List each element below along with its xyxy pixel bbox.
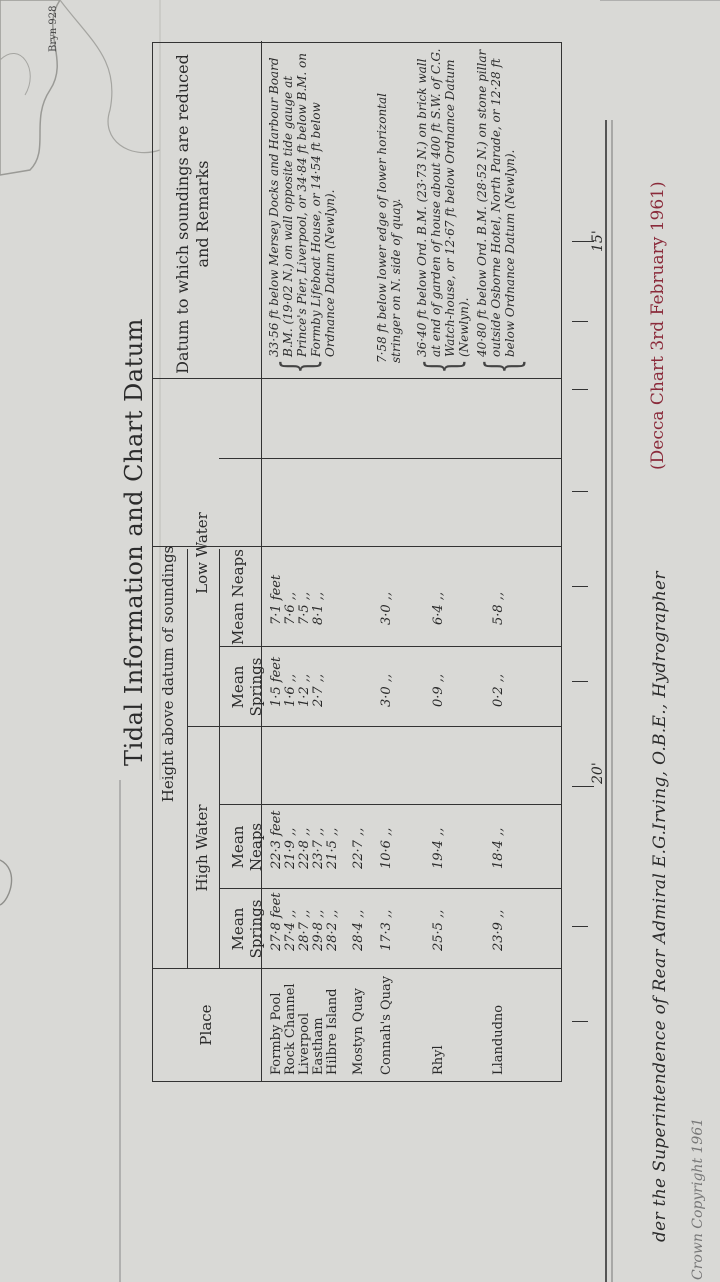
header-low-water: Low Water [193, 512, 211, 594]
lw-neaps-cell: 7·6 ,, [283, 591, 298, 625]
hw-neaps-cell: 22·8 ,, [297, 827, 312, 869]
corner-label: Bryn 928 [48, 5, 59, 52]
col-divider [219, 888, 561, 889]
lw-neaps-cell: 6·4 ,, [431, 591, 446, 625]
brace: { [415, 359, 469, 374]
row-divider [187, 549, 188, 969]
header-lw-neaps: Mean Neaps [229, 549, 247, 645]
scale-tick [572, 491, 588, 492]
hw-springs-cell: 28·4 ,, [351, 909, 366, 951]
place-cell: Llandudno [491, 1004, 506, 1075]
hw-springs-cell: 17·3 ,, [379, 909, 394, 951]
lw-springs-cell: 0·9 ,, [431, 673, 446, 707]
col-divider [153, 378, 561, 379]
header-hw-neaps: Mean Neaps [229, 822, 265, 872]
hw-neaps-cell: 23·7 ,, [311, 827, 326, 869]
scale-label-left: 20' [590, 762, 606, 784]
hw-neaps-cell: 21·9 ,, [283, 827, 298, 869]
scale-label-right: 15' [590, 230, 606, 252]
col-divider [219, 458, 561, 459]
hw-springs-cell: 29·8 ,, [311, 909, 326, 951]
hw-springs-cell: 27·8 feet [269, 892, 284, 951]
header-lw-springs: Mean Springs [229, 657, 265, 717]
hw-springs-cell: 28·2 ,, [325, 909, 340, 951]
header-height: Height above datum of soundings [159, 545, 177, 803]
scale-tick [572, 321, 588, 322]
hw-neaps-cell: 22·7 ,, [351, 827, 366, 869]
hw-neaps-cell: 18·4 ,, [491, 827, 506, 869]
header-hw-springs: Mean Springs [229, 899, 265, 959]
tidal-table [152, 42, 562, 1082]
lw-neaps-cell: 3·0 ,, [379, 591, 394, 625]
header-datum: Datum to which soundings are reduced and Remarks [173, 54, 212, 374]
scale-tick [572, 1021, 588, 1022]
place-cell: Eastham [311, 1017, 326, 1075]
lw-springs-cell: 0·2 ,, [491, 673, 506, 707]
remark-cell: 7·58 ft below lower edge of lower horizontal stringer on N. side of quay. [375, 93, 403, 363]
remark-cell: 40·80 ft below Ord. B.M. (28·52 N.) on stone pillar outside Osborne Hotel, North Parade, or 12·28 ft below Ordnance Datum (Newlyn). [475, 49, 517, 357]
row-divider [219, 549, 220, 969]
scale-tick [572, 926, 588, 927]
place-cell: Liverpool [297, 1012, 312, 1075]
scale-tick [572, 681, 588, 682]
latitude-scale-bar [572, 0, 600, 1282]
lw-springs-cell: 1·5 feet [269, 656, 284, 707]
brace: { [475, 359, 529, 374]
lw-neaps-cell: 7·1 feet [269, 574, 284, 625]
hw-springs-cell: 23·9 ,, [491, 909, 506, 951]
hw-neaps-cell: 22·3 feet [269, 810, 284, 869]
header-place: Place [197, 1004, 215, 1046]
hydrographer-credit: der the Superintendence of Rear Admiral E.G.Irving, O.B.E., Hydrographer [650, 571, 670, 1242]
hw-neaps-cell: 19·4 ,, [431, 827, 446, 869]
scale-tick [572, 586, 588, 587]
hw-neaps-cell: 10·6 ,, [379, 827, 394, 869]
place-cell: Hilbre Island [325, 988, 340, 1075]
header-high-water: High Water [193, 804, 211, 892]
col-divider [219, 804, 561, 805]
lw-springs-cell: 2·7 ,, [311, 673, 326, 707]
remark-cell: 36·40 ft below Ord. B.M. (23·73 N.) on brick wall at end of garden of house about 400 ft S.W. of C.G. Watch-house, or 12·67 ft below Ordnance Datum (Newlyn). [415, 48, 471, 357]
place-cell: Connah's Quay [379, 975, 394, 1075]
crown-copyright: Crown Copyright 1961 [690, 1117, 706, 1280]
lw-springs-cell: 1·2 ,, [297, 673, 312, 707]
lw-neaps-cell: 8·1 ,, [311, 591, 326, 625]
hw-springs-cell: 28·7 ,, [297, 909, 312, 951]
lw-springs-cell: 3·0 ,, [379, 673, 394, 707]
scale-tick [572, 389, 588, 390]
lw-neaps-cell: 7·5 ,, [297, 591, 312, 625]
remark-cell: 33·56 ft below Mersey Docks and Harbour Board B.M. (19·02 N.) on wall opposite tide gauge at Prince's Pier, Liverpool, or 34·84 ft below B.M. on Formby Lifeboat House, or 14·54 ft below Ordnance Datum (Newlyn). [267, 52, 337, 357]
hw-springs-cell: 27·4 ,, [283, 909, 298, 951]
table-title: Tidal Information and Chart Datum [120, 318, 148, 766]
hw-springs-cell: 25·5 ,, [431, 909, 446, 951]
lw-springs-cell: 1·6 ,, [283, 673, 298, 707]
hw-neaps-cell: 21·5 ,, [325, 827, 340, 869]
place-cell: Rock Channel [283, 983, 298, 1075]
scale-tick [572, 786, 594, 787]
decca-chart-note: (Decca Chart 3rd February 1961) [648, 181, 668, 470]
lw-neaps-cell: 5·8 ,, [491, 591, 506, 625]
place-cell: Rhyl [431, 1045, 446, 1075]
place-cell: Mostyn Quay [351, 987, 366, 1075]
col-divider [219, 646, 561, 647]
place-cell: Formby Pool [269, 992, 284, 1075]
brace: { [271, 359, 325, 374]
col-divider [153, 546, 561, 547]
